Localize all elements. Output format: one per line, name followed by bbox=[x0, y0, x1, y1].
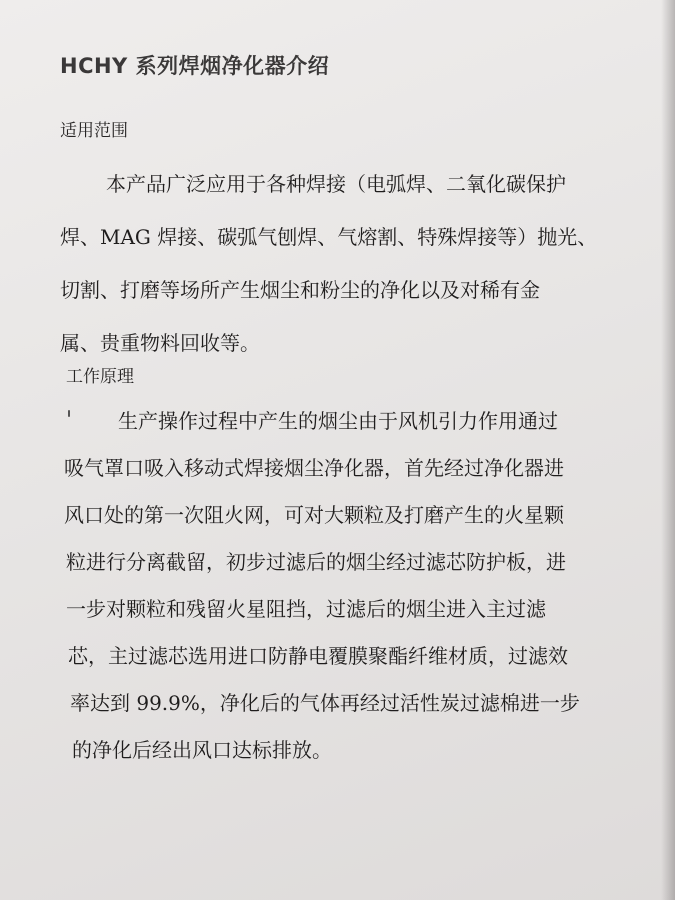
paragraph-line: 本产品广泛应用于各种焊接（电弧焊、二氧化碳保护 bbox=[106, 172, 566, 196]
paragraph-line: 吸气罩口吸入移动式焊接烟尘净化器，首先经过净化器进 bbox=[64, 456, 564, 480]
paragraph-line: 切割、打磨等场所产生烟尘和粉尘的净化以及对稀有金 bbox=[60, 278, 540, 302]
paragraph-line: 焊、MAG 焊接、碳弧气刨焊、气熔割、特殊焊接等）抛光、 bbox=[60, 225, 598, 249]
paragraph-line: 属、贵重物料回收等。 bbox=[60, 331, 260, 355]
paragraph-line: 芯，主过滤芯选用进口防静电覆膜聚酯纤维材质，过滤效 bbox=[68, 644, 568, 668]
section-heading-principle: 工作原理 bbox=[66, 367, 134, 387]
paragraph-line: 风口处的第一次阻火网，可对大颗粒及打磨产生的火星颗 bbox=[64, 503, 564, 527]
paragraph-line: 粒进行分离截留，初步过滤后的烟尘经过滤芯防护板，进 bbox=[66, 550, 566, 574]
section-heading-scope: 适用范围 bbox=[60, 121, 128, 141]
paragraph-line: 生产操作过程中产生的烟尘由于风机引力作用通过 bbox=[118, 409, 558, 433]
document-title: HCHY 系列焊烟净化器介绍 bbox=[60, 54, 330, 78]
section-paragraph-principle bbox=[64, 398, 580, 774]
section-paragraph-scope bbox=[60, 158, 597, 370]
paragraph-line: 一步对颗粒和残留火星阻挡，过滤后的烟尘进入主过滤 bbox=[66, 597, 546, 621]
page-edge-shadow bbox=[661, 0, 675, 900]
paragraph-line: 率达到 99.9%，净化后的气体再经过活性炭过滤棉进一步 bbox=[70, 691, 580, 715]
paragraph-line: 的净化后经出风口达标排放。 bbox=[72, 738, 332, 762]
